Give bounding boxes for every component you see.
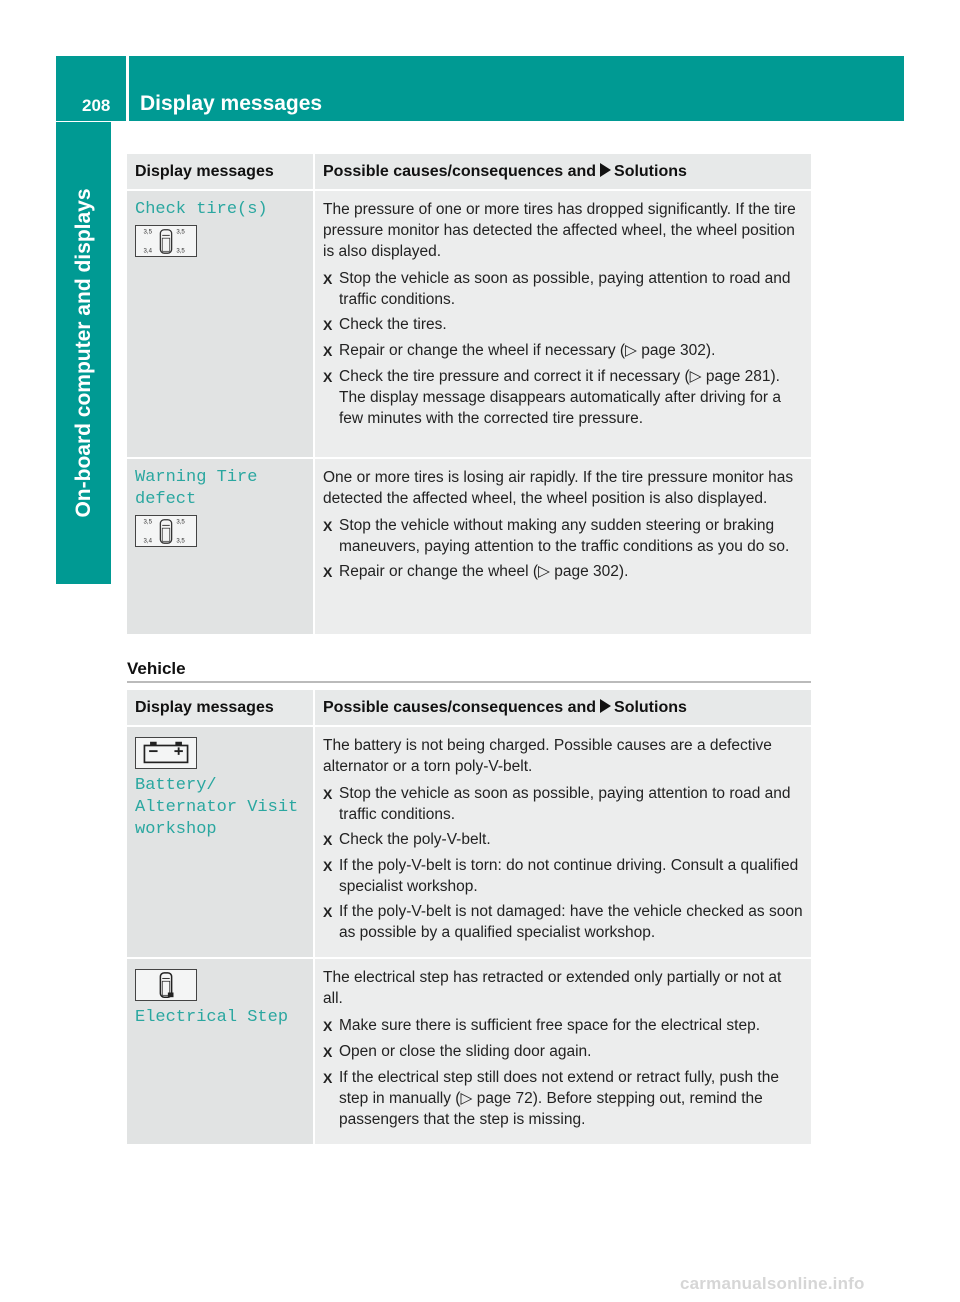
table-row [127,958,811,1144]
cause-text: The electrical step has retracted or extended only partially or not at all. [323,969,782,1007]
description-cell [314,190,811,458]
page-number: 208 [82,96,111,115]
description-cell [314,726,811,958]
description-cell [314,958,811,1144]
solution-step: X Check the tires. [323,316,447,333]
solution-step: X Stop the vehicle as soon as possible, paying attention to road and traffic conditions. [323,785,791,823]
electrical-step-icon [135,969,197,1001]
side-tab-label: On-board computer and displays [72,188,95,518]
solution-step: X Check the poly-V-belt. [323,831,491,848]
tire-front-left-value: 3,5 [143,228,152,236]
cause-text: One or more tires is losing air rapidly. If the tire pressure monitor has detected the affected wheel, the wheel position is also displayed. [323,469,794,507]
cause-text: The pressure of one or more tires has dropped significantly. If the tire pressure monitor has detected the affected wheel, the wheel position is also displayed. [323,201,796,260]
solution-step: X If the poly-V-belt is not damaged: have the vehicle checked as soon as possible by a qualified specialist workshop. [323,903,803,941]
table-row [127,190,811,458]
tire-front-right-value: 3,5 [176,518,185,526]
column-header-causes: Possible causes/consequences and Solutions [314,154,811,190]
solution-step: X Repair or change the wheel (▷ page 302). [323,563,629,580]
vehicle-heading: Vehicle [127,659,186,678]
solution-step: X Make sure there is sufficient free space for the electrical step. [323,1017,760,1034]
vehicle-table [127,690,811,1144]
vehicle-heading-rule [127,681,811,683]
tire-rear-left-value: 3,4 [143,537,152,545]
column-header-messages: Display messages [127,154,314,190]
solution-step: X Stop the vehicle as soon as possible, paying attention to road and traffic conditions. [323,270,791,308]
arrow-right-icon [600,699,611,713]
tire-rear-right-value: 3,5 [176,247,185,255]
solution-step: X If the poly-V-belt is torn: do not continue driving. Consult a qualified specialist workshop. [323,857,799,895]
solution-step: X Stop the vehicle without making any sudden steering or braking maneuvers, paying attention to the traffic conditions as you do so. [323,517,790,555]
tire-rear-right-value: 3,5 [176,537,185,545]
column-header-messages: Display messages [127,690,314,726]
tire-rear-left-value: 3,4 [143,247,152,255]
solution-step: X Check the tire pressure and correct it if necessary (▷ page 281). The display message disappears automatically after driving for a few minutes with the corrected tire pressure. [323,368,781,427]
description-cell [314,458,811,634]
display-message-line: Battery/ [135,776,217,795]
section-title: Display messages [140,92,323,115]
display-message: Check tire(s) [135,200,268,219]
solution-step: X Open or close the sliding door again. [323,1043,592,1060]
table-row [127,726,811,958]
message-cell [127,190,314,458]
display-message: Warning Tire defect [135,468,258,509]
message-cell [127,958,314,1144]
tires-table [127,154,811,634]
header-divider [126,56,129,121]
tire-front-left-value: 3,5 [143,518,152,526]
display-message-line: Alternator Visit [135,798,299,817]
solution-step: X Repair or change the wheel if necessary (▷ page 302). [323,342,716,359]
display-message-line: Electrical Step [135,1008,289,1027]
tire-front-right-value: 3,5 [176,228,185,236]
cause-text: The battery is not being charged. Possible causes are a defective alternator or a torn poly-V-belt. [323,737,772,775]
table-row [127,458,811,634]
tire-pressure-icon [135,515,197,547]
battery-icon [135,737,197,769]
message-cell [127,458,314,634]
watermark: carmanualsonline.info [680,1274,865,1293]
arrow-right-icon [600,163,611,177]
tire-pressure-icon [135,225,197,257]
message-cell [127,726,314,958]
column-header-causes: Possible causes/consequences and Solutions [314,690,811,726]
solution-step: X If the electrical step still does not extend or retract fully, push the step in manually (▷ page 72). Before stepping out, remind the passengers that the step is missing. [323,1069,779,1128]
display-message-line: workshop [135,820,217,839]
